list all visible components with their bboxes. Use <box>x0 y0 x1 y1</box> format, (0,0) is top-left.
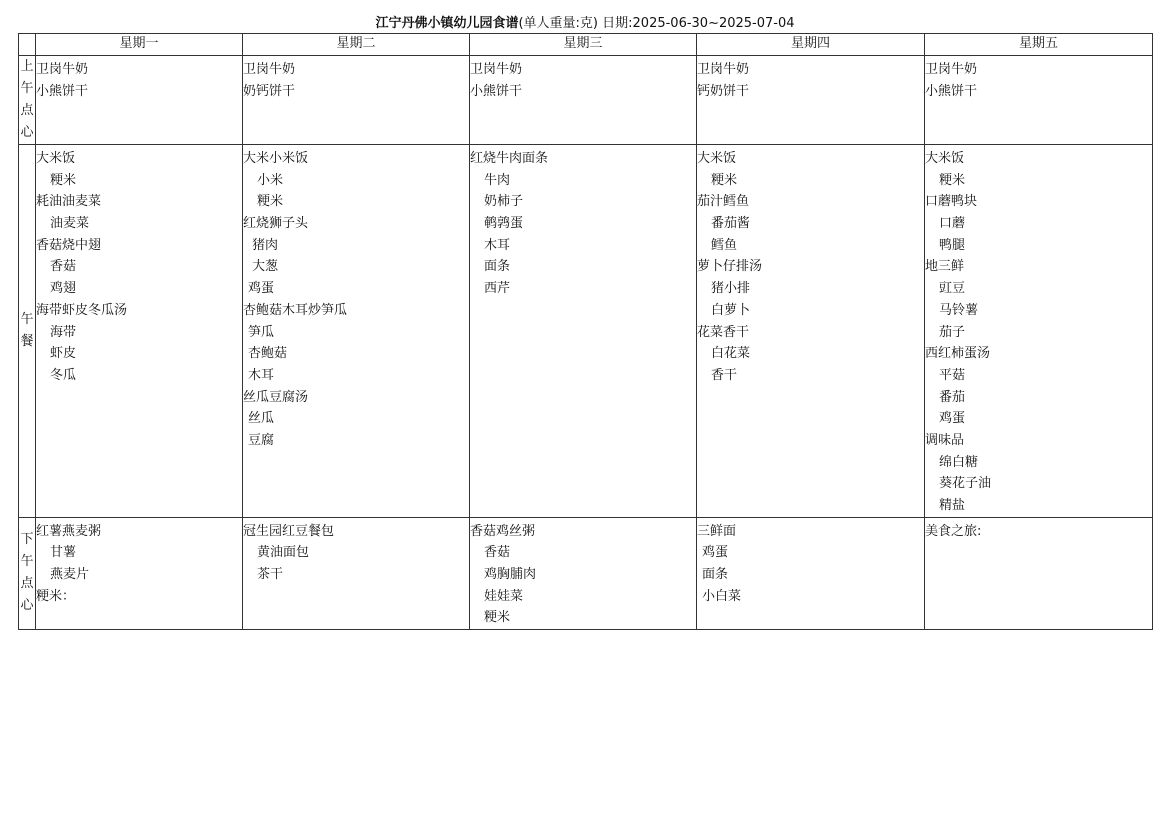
day-header: 星期一 <box>36 34 243 56</box>
ingredient-name: 燕麦片 <box>50 567 90 583</box>
unit-note: (单人重量:克) <box>518 16 598 31</box>
ingredient-name: 丝瓜 <box>248 411 275 427</box>
ingredient-name: 茄子 <box>939 324 966 340</box>
dish-name: 红薯燕麦粥 <box>36 523 102 539</box>
menu-cell <box>697 56 925 145</box>
dish-name: 大米小米饭 <box>243 151 309 166</box>
date-range: 2025-06-30~2025-07-04 <box>632 16 795 31</box>
ingredient-name: 粳米 <box>50 172 77 188</box>
ingredient-name: 香菇 <box>50 259 77 275</box>
day-header: 星期二 <box>243 34 470 56</box>
menu-cell <box>243 517 470 629</box>
dish-name: 三鲜面 <box>697 523 737 539</box>
dish-name: 粳米： <box>36 588 76 604</box>
dish-name: 小熊饼干 <box>925 83 978 99</box>
morning-snack-row <box>19 56 1153 145</box>
dish-name: 丝瓜豆腐汤 <box>243 389 309 405</box>
ingredient-name: 面条 <box>484 259 511 275</box>
ingredient-name: 猪肉 <box>252 237 279 253</box>
menu-cell <box>925 56 1153 145</box>
ingredient-name: 油麦菜 <box>50 216 90 232</box>
ingredient-name: 木耳 <box>484 237 511 253</box>
ingredient-name: 白萝卜 <box>711 302 751 318</box>
ingredient-name: 鸡蛋 <box>248 281 275 297</box>
dish-name: 卫岗牛奶 <box>243 62 296 77</box>
ingredient-name: 口蘑 <box>939 216 966 232</box>
meal-label-char: 午 <box>20 311 34 327</box>
ingredient-name: 平菇 <box>939 367 966 383</box>
afternoon-snack-row <box>19 517 1153 629</box>
dish-name: 卫岗牛奶 <box>697 62 750 77</box>
ingredient-name: 番茄 <box>939 389 966 405</box>
meal-label-char: 心 <box>20 598 34 614</box>
dish-name: 红烧狮子头 <box>243 216 309 232</box>
meal-label-char: 点 <box>20 576 34 592</box>
dish-name: 美食之旅: <box>925 523 982 539</box>
dish-name: 大米饭 <box>36 151 76 166</box>
menu-cell <box>697 145 925 518</box>
ingredient-name: 葵花子油 <box>939 476 992 492</box>
menu-cell <box>470 145 697 518</box>
meal-label-char: 下 <box>20 532 34 548</box>
menu-cell <box>470 56 697 145</box>
dish-name: 香菇烧中翅 <box>36 237 102 253</box>
ingredient-name: 海带 <box>50 324 77 340</box>
ingredient-name: 虾皮 <box>50 346 77 362</box>
ingredient-name: 小米 <box>257 172 284 188</box>
meal-label-char: 午 <box>20 81 34 96</box>
dish-name: 小熊饼干 <box>470 83 523 99</box>
school-name: 江宁丹佛小镇幼儿园食谱 <box>375 16 519 31</box>
ingredient-name: 猪小排 <box>711 281 751 297</box>
menu-title <box>0 15 1170 33</box>
ingredient-name: 马铃薯 <box>939 302 979 318</box>
meal-label-afternoon-snack <box>19 517 36 629</box>
ingredient-name: 奶柿子 <box>484 194 524 210</box>
dish-name: 花菜香干 <box>697 324 750 340</box>
dish-name: 西红柿蛋汤 <box>925 346 991 362</box>
ingredient-name: 番茄酱 <box>711 216 751 232</box>
dish-name: 红烧牛肉面条 <box>470 151 549 166</box>
ingredient-name: 冬瓜 <box>50 367 77 383</box>
dish-name: 杏鲍菇木耳炒笋瓜 <box>243 302 348 318</box>
day-header: 星期四 <box>697 34 925 56</box>
ingredient-name: 鸭腿 <box>939 237 966 253</box>
dish-name: 香菇鸡丝粥 <box>470 523 536 539</box>
day-header: 星期五 <box>925 34 1153 56</box>
ingredient-name: 杏鲍菇 <box>248 346 288 362</box>
dish-name: 茄汁鳕鱼 <box>697 194 750 210</box>
ingredient-name: 黄油面包 <box>257 545 310 561</box>
ingredient-name: 鸡胸脯肉 <box>484 567 537 583</box>
dish-name: 地三鲜 <box>925 259 965 275</box>
ingredient-name: 木耳 <box>248 367 275 383</box>
ingredient-name: 鳕鱼 <box>711 237 738 253</box>
menu-cell <box>36 56 243 145</box>
menu-cell <box>925 145 1153 518</box>
ingredient-name: 鸡蛋 <box>702 545 729 561</box>
menu-cell <box>925 517 1153 629</box>
ingredient-name: 豇豆 <box>939 281 966 297</box>
ingredient-name: 鸡翅 <box>50 281 77 297</box>
meal-label-morning-snack <box>19 56 36 145</box>
meal-label-char: 心 <box>20 125 34 140</box>
meal-label-char: 点 <box>20 103 34 118</box>
meal-label-char: 午 <box>20 554 34 570</box>
ingredient-name: 绵白糖 <box>939 454 979 470</box>
dish-name: 卫岗牛奶 <box>470 62 523 77</box>
ingredient-name: 粳米 <box>711 172 738 188</box>
meal-label-char: 餐 <box>20 333 34 349</box>
dish-name: 卫岗牛奶 <box>36 62 89 77</box>
ingredient-name: 茶干 <box>257 567 284 583</box>
ingredient-name: 鸡蛋 <box>939 411 966 427</box>
date-label: 日期: <box>602 16 633 31</box>
ingredient-name: 鹌鹑蛋 <box>484 216 524 232</box>
ingredient-name: 大葱 <box>252 259 279 275</box>
lunch-row <box>19 145 1153 518</box>
ingredient-name: 娃娃菜 <box>484 588 524 604</box>
dish-name: 大米饭 <box>697 151 737 166</box>
corner-cell <box>19 34 36 56</box>
ingredient-name: 笋瓜 <box>248 324 275 340</box>
ingredient-name: 牛肉 <box>484 172 511 188</box>
dish-name: 耗油油麦菜 <box>36 194 102 210</box>
ingredient-name: 粳米 <box>939 172 966 188</box>
dish-name: 萝卜仔排汤 <box>697 259 763 275</box>
ingredient-name: 粳米 <box>257 194 284 210</box>
day-header-row <box>19 34 1153 56</box>
dish-name: 大米饭 <box>925 151 965 166</box>
ingredient-name: 面条 <box>702 567 729 583</box>
meal-label-char: 上 <box>20 59 34 74</box>
menu-cell <box>243 145 470 518</box>
dish-name: 奶钙饼干 <box>243 83 296 99</box>
ingredient-name: 香干 <box>711 367 738 383</box>
menu-cell <box>243 56 470 145</box>
dish-name: 钙奶饼干 <box>697 83 750 99</box>
dish-name: 海带虾皮冬瓜汤 <box>36 302 128 318</box>
ingredient-name: 西芹 <box>484 281 511 297</box>
day-header: 星期三 <box>470 34 697 56</box>
meal-label-lunch <box>19 145 36 518</box>
ingredient-name: 白花菜 <box>711 346 751 362</box>
dish-name: 调味品 <box>925 432 965 448</box>
ingredient-name: 豆腐 <box>248 432 275 448</box>
menu-cell <box>470 517 697 629</box>
ingredient-name: 甘薯 <box>50 545 77 561</box>
dish-name: 小熊饼干 <box>36 83 89 99</box>
menu-cell <box>697 517 925 629</box>
menu-cell <box>36 145 243 518</box>
ingredient-name: 粳米 <box>484 610 511 626</box>
ingredient-name: 香菇 <box>484 545 511 561</box>
dish-name: 口蘑鸭块 <box>925 194 978 210</box>
dish-name: 冠生园红豆餐包 <box>243 523 335 539</box>
weekly-menu-table <box>18 33 1153 630</box>
ingredient-name: 小白菜 <box>702 588 742 604</box>
menu-cell <box>36 517 243 629</box>
dish-name: 卫岗牛奶 <box>925 62 978 77</box>
ingredient-name: 精盐 <box>939 498 966 513</box>
